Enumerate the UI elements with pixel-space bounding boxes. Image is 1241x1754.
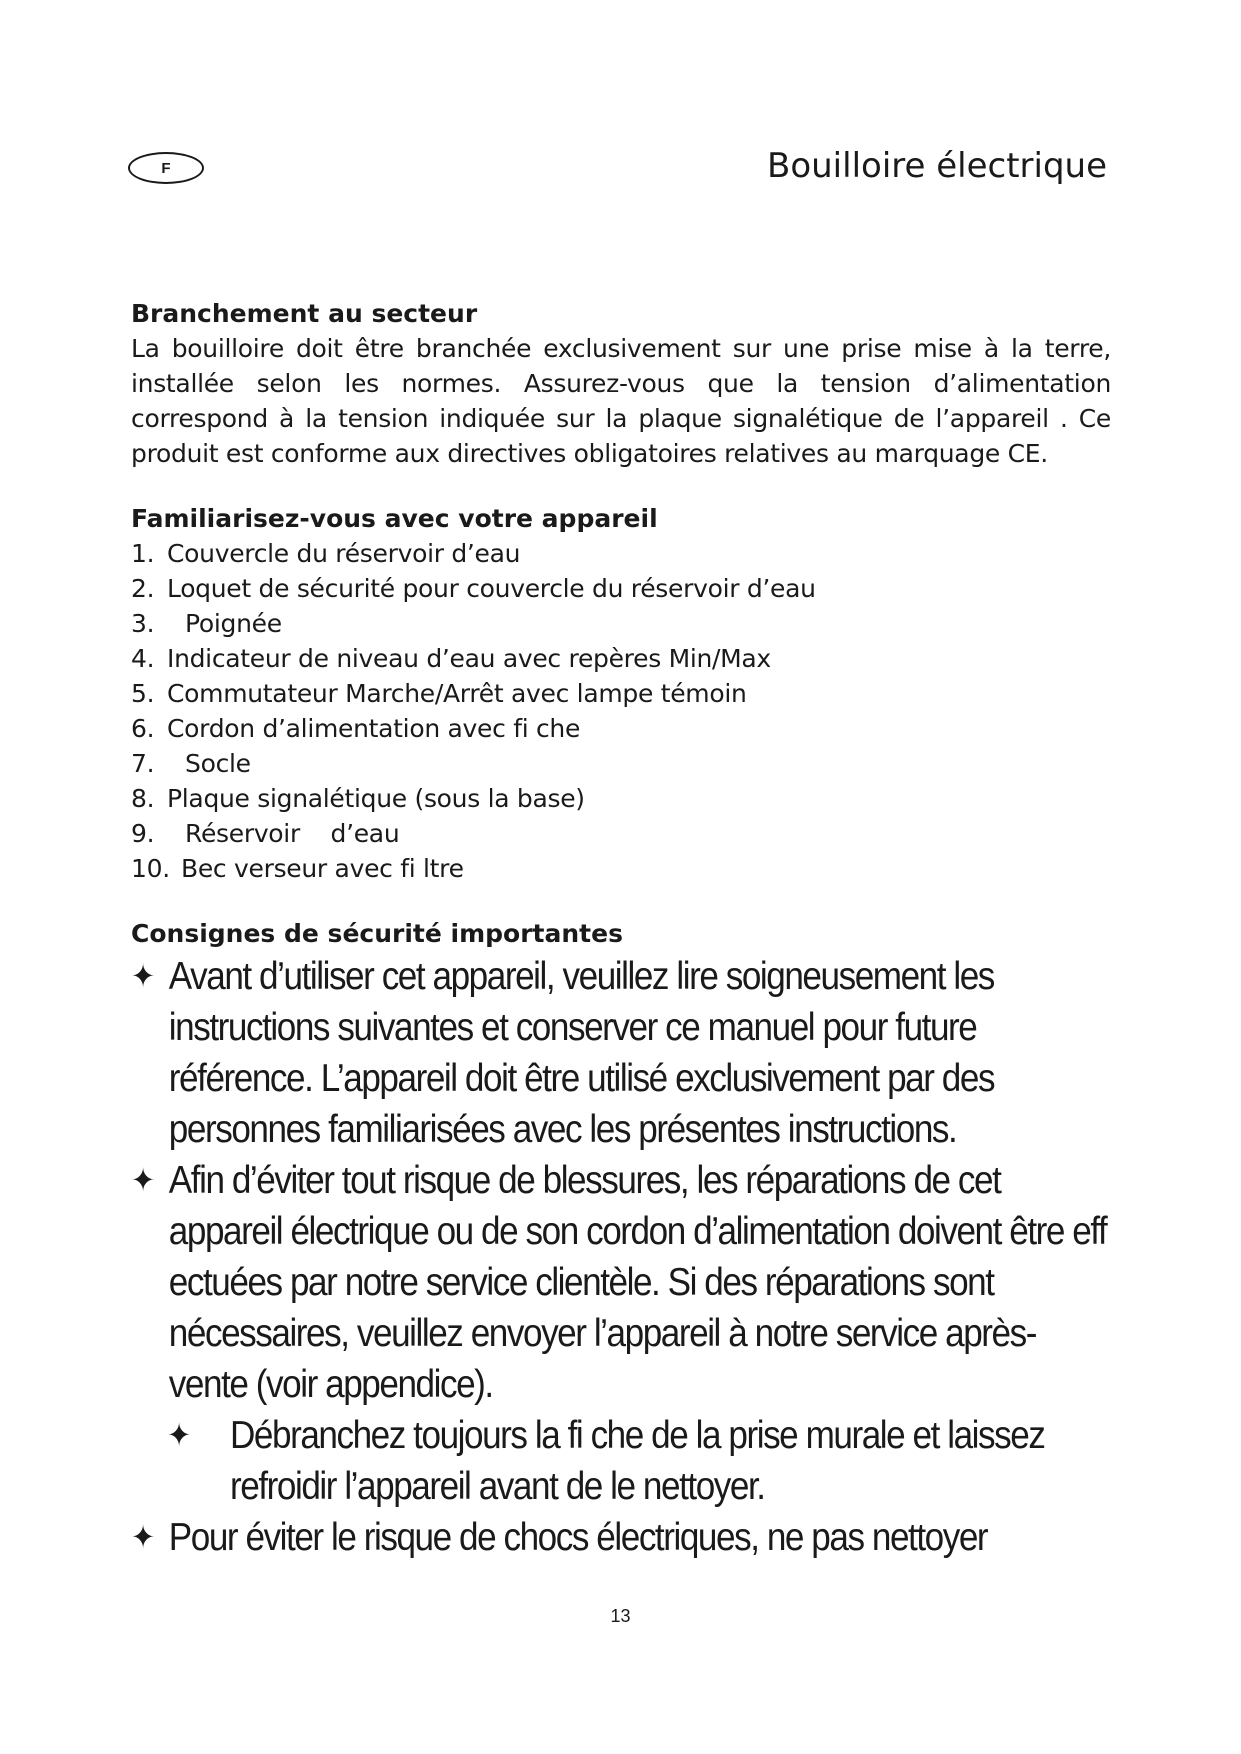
item-number: 9. xyxy=(131,819,155,848)
features-heading: Familiarisez-vous avec votre appareil xyxy=(131,504,658,533)
item-label: Bec verseur avec fi ltre xyxy=(181,854,464,883)
star-bullet-icon: ✦ xyxy=(131,1162,154,1198)
safety-text: Débranchez toujours la fi che de la prise murale et laissez refroidir l’appareil avant de le nettoyer. xyxy=(230,1414,1045,1508)
list-item xyxy=(131,676,1111,711)
item-label: Cordon d’alimentation avec fi che xyxy=(167,714,581,743)
item-number: 4. xyxy=(131,644,155,673)
item-number: 5. xyxy=(131,679,155,708)
item-label: Poignée xyxy=(185,609,282,638)
safety-heading: Consignes de sécurité importantes xyxy=(131,919,623,948)
item-number: 2. xyxy=(131,574,155,603)
list-item xyxy=(131,816,1111,851)
item-number: 1. xyxy=(131,539,155,568)
item-label: Indicateur de niveau d’eau avec repères Min/Max xyxy=(167,644,771,673)
item-number: 10. xyxy=(131,854,170,883)
page-number: 13 xyxy=(610,1606,631,1626)
mains-paragraph: La bouilloire doit être branchée exclusivement sur une prise mise à la terre, installée selon les normes. Assurez-vous que la tension d’alimentation correspond à la tension indiquée sur la plaque signalétique de l’appareil . Ce produit est conforme aux directives obligatoires relatives au marquage CE. xyxy=(131,334,1111,468)
list-item xyxy=(131,606,1111,641)
list-item xyxy=(131,641,1111,676)
list-item xyxy=(131,781,1111,816)
item-number: 7. xyxy=(131,749,155,778)
item-label: Réservoir d’eau xyxy=(185,819,400,848)
list-item xyxy=(131,951,1112,1155)
item-number: 8. xyxy=(131,784,155,813)
list-item xyxy=(131,1410,1112,1512)
safety-list xyxy=(131,951,1111,1563)
item-label: Plaque signalétique (sous la base) xyxy=(167,784,585,813)
item-label: Loquet de sécurité pour couvercle du réservoir d’eau xyxy=(167,574,816,603)
item-label: Couvercle du réservoir d’eau xyxy=(167,539,521,568)
document-body xyxy=(131,296,1111,1563)
list-item xyxy=(131,536,1111,571)
list-item xyxy=(131,1155,1112,1410)
star-bullet-icon: ✦ xyxy=(131,1519,154,1555)
star-bullet-icon: ✦ xyxy=(131,958,154,994)
mains-heading: Branchement au secteur xyxy=(131,299,478,328)
list-item xyxy=(131,851,1111,886)
list-item xyxy=(131,1512,1112,1563)
features-list xyxy=(131,536,1111,886)
list-item xyxy=(131,746,1111,781)
safety-text: Avant d’utiliser cet appareil, veuillez lire soigneusement les instructions suivantes et conserver ce manuel pour future référence. L’appareil doit être utilisé exclusivement par des personnes familiarisées avec les présentes instructions. xyxy=(168,955,995,1151)
language-badge: F xyxy=(128,152,204,184)
page-title: Bouilloire électrique xyxy=(767,146,1107,186)
item-number: 6. xyxy=(131,714,155,743)
item-number: 3. xyxy=(131,609,155,638)
item-label: Socle xyxy=(185,749,251,778)
safety-text: Pour éviter le risque de chocs électriques, ne pas nettoyer xyxy=(168,1516,988,1559)
list-item xyxy=(131,571,1111,606)
star-bullet-icon: ✦ xyxy=(167,1417,190,1453)
safety-text: Afin d’éviter tout risque de blessures, les réparations de cet appareil électrique ou de son cordon d’alimentation doivent être eff ectuées par notre service clientèle. Si des réparations sont nécessaires, veuillez envoyer l’appareil à notre service après-vente (voir appendice). xyxy=(168,1159,1107,1406)
list-item xyxy=(131,711,1111,746)
item-label: Commutateur Marche/Arrêt avec lampe témoin xyxy=(167,679,747,708)
